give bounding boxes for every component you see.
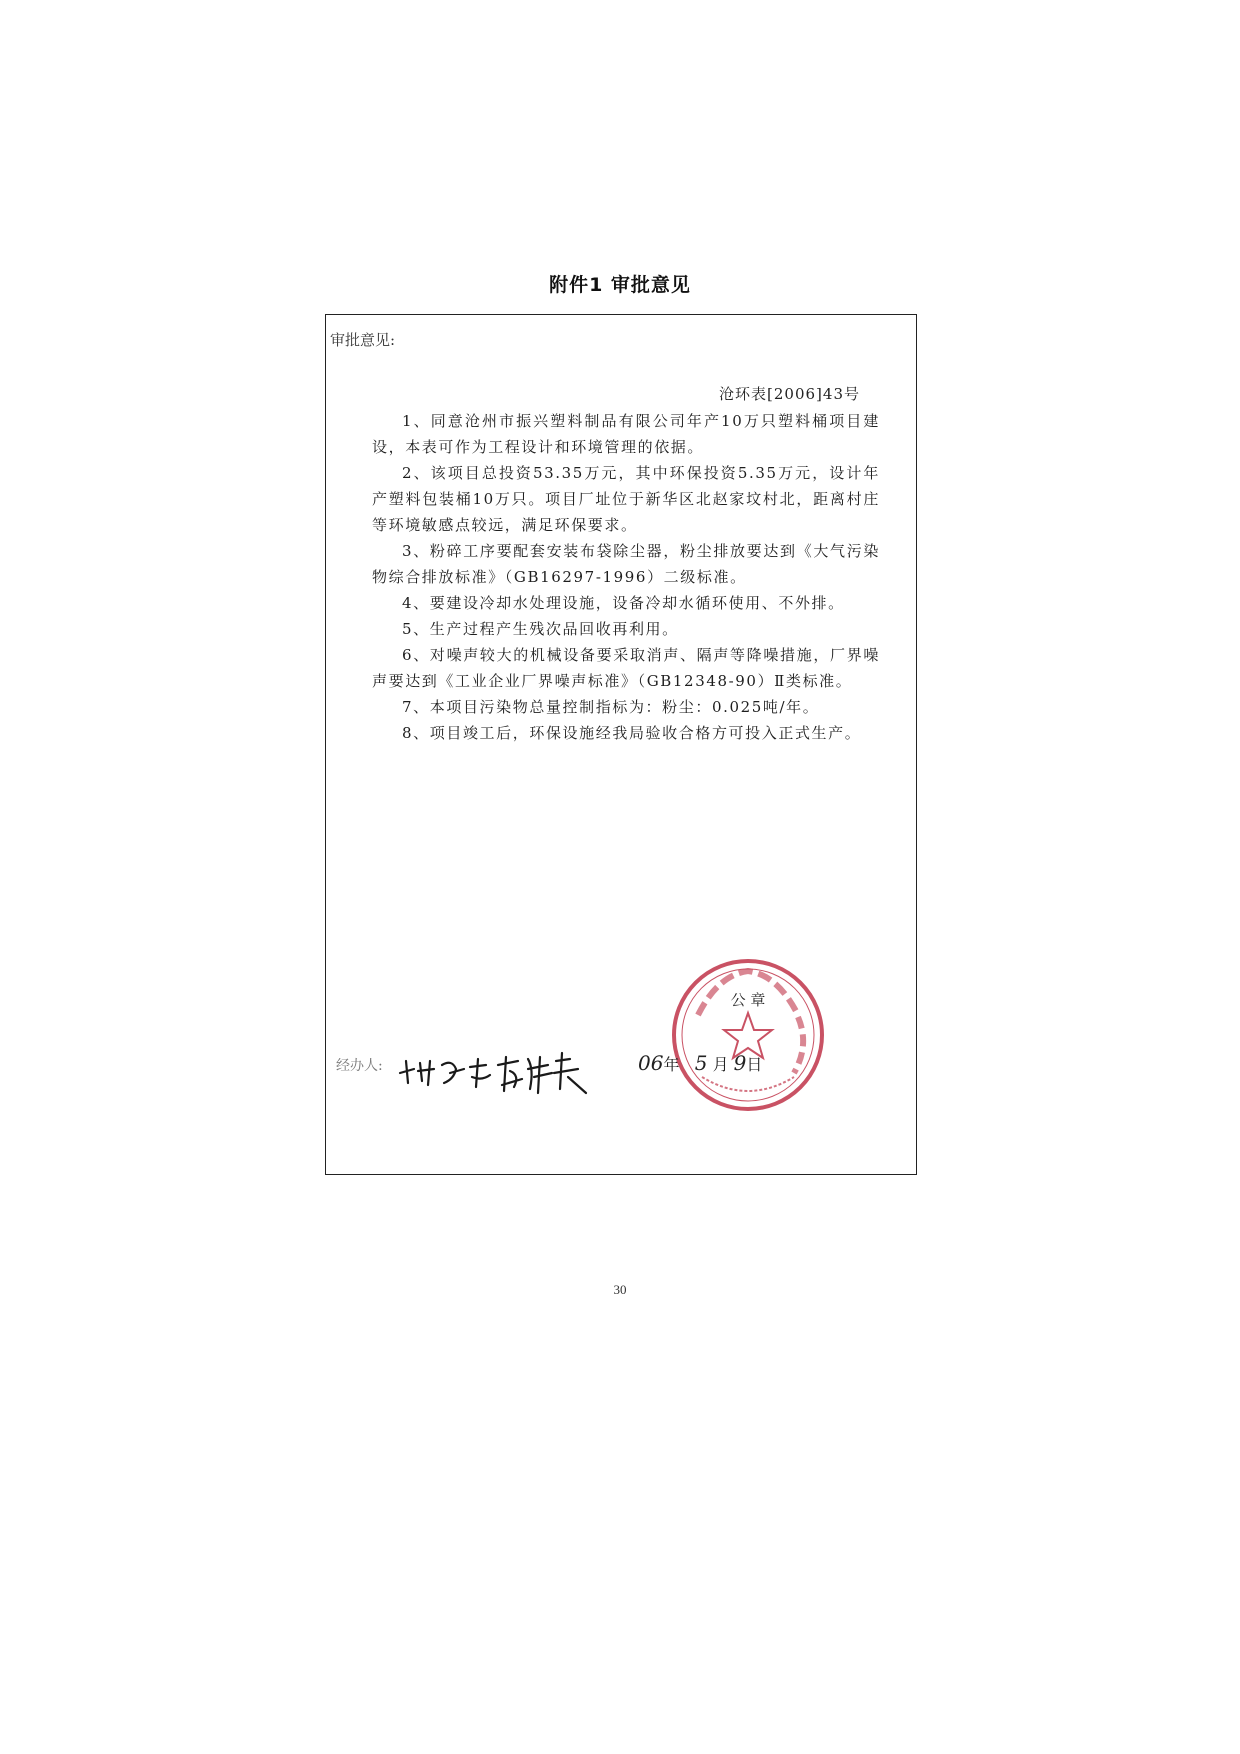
handler-label: 经办人:	[336, 1058, 383, 1074]
date-day: 9	[733, 1051, 747, 1075]
approval-item: 5、生产过程产生残次品回收再利用。	[402, 620, 679, 638]
handwritten-signature-icon	[394, 1039, 604, 1099]
approval-heading: 审批意见:	[330, 331, 396, 349]
approval-item: 3、粉碎工序要配套安装布袋除尘器，粉尘排放要达到《大气污染物综合排放标准》（GB16297-1996）二级标准。	[372, 542, 880, 586]
date-day-suffix: 日	[746, 1055, 763, 1074]
approval-item: 7、本项目污染物总量控制指标为：粉尘：0.025吨/年。	[402, 698, 820, 716]
approval-item: 4、要建设冷却水处理设施，设备冷却水循环使用、不外排。	[402, 594, 845, 612]
document-number: 沧环表[2006]43号	[719, 385, 860, 403]
date-year: 06	[638, 1051, 664, 1075]
approval-date	[638, 1051, 762, 1075]
approval-box	[325, 314, 917, 1175]
approval-item: 2、该项目总投资53.35万元，其中环保投资5.35万元，设计年产塑料包装桶10万只。项目厂址位于新华区北赵家坟村北，距离村庄等环境敏感点较远，满足环保要求。	[372, 464, 880, 534]
official-seal-icon	[668, 955, 828, 1115]
page-title: 附件1 审批意见	[549, 274, 691, 296]
date-month: 5	[694, 1051, 708, 1075]
approval-item: 8、项目竣工后，环保设施经我局验收合格方可投入正式生产。	[402, 724, 862, 742]
date-month-suffix: 月	[712, 1055, 729, 1074]
page-number: 30	[613, 1282, 627, 1297]
approval-items	[372, 408, 880, 746]
approval-item: 6、对噪声较大的机械设备要采取消声、隔声等降噪措施，厂界噪声要达到《工业企业厂界噪声标准》（GB12348-90）Ⅱ类标准。	[372, 646, 880, 690]
stamp-text: 公 章	[730, 991, 766, 1009]
approval-item: 1、同意沧州市振兴塑料制品有限公司年产10万只塑料桶项目建设，本表可作为工程设计和环境管理的依据。	[372, 412, 880, 456]
date-year-suffix: 年	[663, 1055, 680, 1074]
